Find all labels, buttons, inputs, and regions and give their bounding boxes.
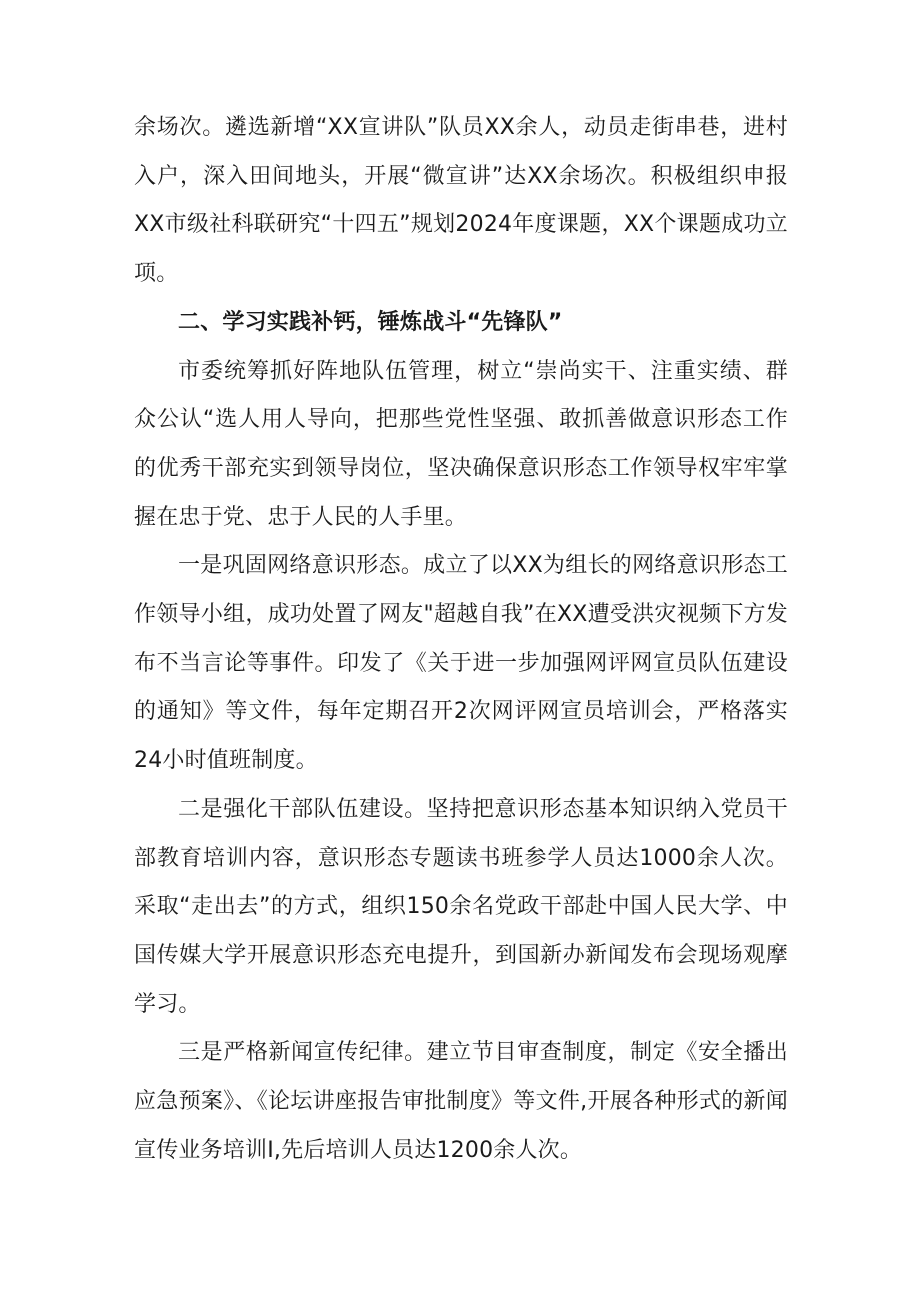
paragraph-point-two: 二是强化干部队伍建设。坚持把意识形态基本知识纳入党员干部教育培训内容，意识形态专题读书班参学人员达1000余人次。采取“走出去”的方式，组织150余名党政干部赴中国人民大学、中国传媒大学开展意识形态充电提升，到国新办新闻发布会现场观摩学习。 bbox=[134, 796, 788, 1017]
section-heading: 二、学习实践补钙，锤炼战斗“先锋队” bbox=[178, 309, 563, 335]
paragraph-intro: 市委统筹抓好阵地队伍管理，树立“崇尚实干、注重实绩、群众公认“选人用人导向，把那些党性坚强、敢抓善做意识形态工作的优秀干部充实到领导岗位，坚决确保意识形态工作领导权牢牢掌握在忠于党、忠于人民的人手里。 bbox=[134, 358, 788, 530]
paragraph-point-three: 三是严格新闻宣传纪律。建立节目审查制度，制定《安全播出应急预案》、《论坛讲座报告审批制度》等文件,开展各种形式的新闻宣传业务培训I,先后培训人员达1200余人次。 bbox=[134, 1040, 788, 1163]
paragraph-point-one: 一是巩固网络意识形态。成立了以XX为组长的网络意识形态工作领导小组，成功处置了网友"超越自我”在XX遭受洪灾视频下方发布不当言论等事件。印发了《关于进一步加强网评网宣员队伍建设的通知》等文件，每年定期召开2次网评网宣员培训会，严格落实24小时值班制度。 bbox=[134, 553, 788, 774]
document-body bbox=[134, 104, 788, 1175]
paragraph-continuation: 余场次。遴选新增“XX宣讲队”队员XX余人，动员走街串巷，进村入户，深入田间地头，开展“微宣讲”达XX余场次。积极组织申报XX市级社科联研究“十四五”规划2024年度课题，XX个课题成功立项。 bbox=[134, 115, 788, 287]
